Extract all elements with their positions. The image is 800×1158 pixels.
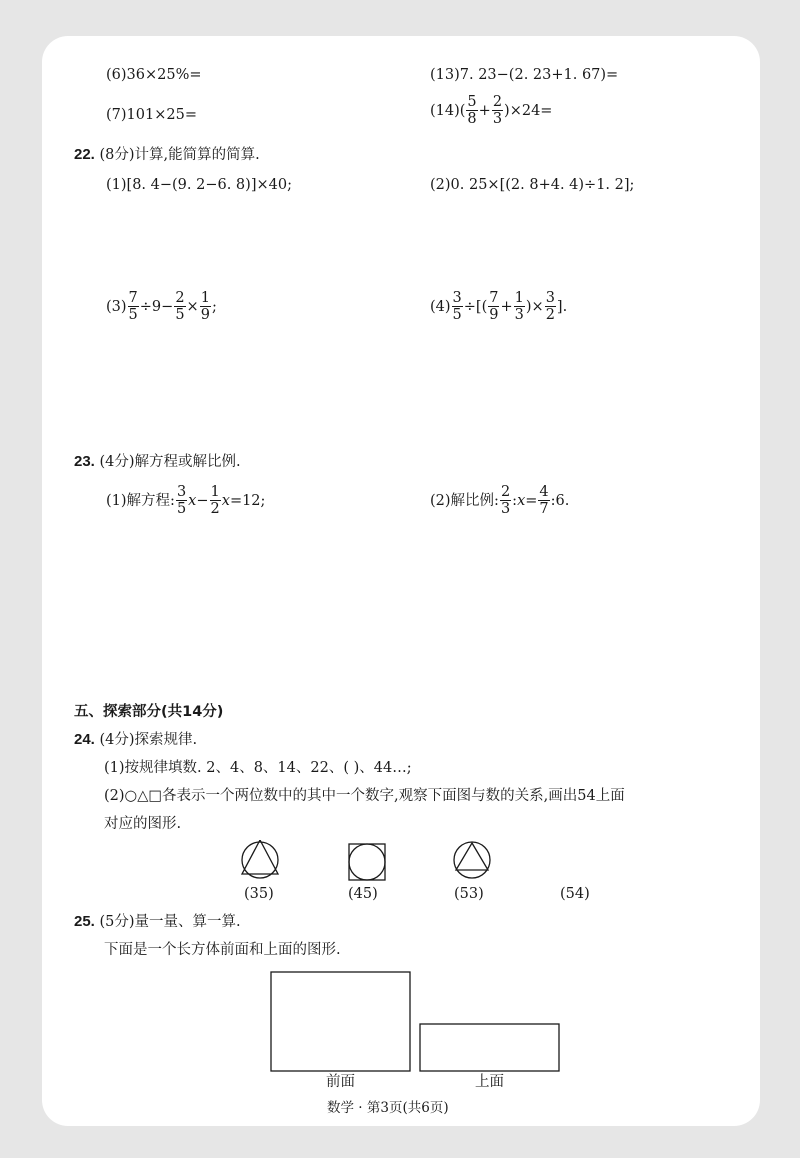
fraction: $\frac{2}{3}$ [500, 484, 511, 517]
page-footer: 数学 · 第3页(共6页) [327, 1100, 449, 1116]
fraction: $\frac{1}{2}$ [210, 484, 220, 517]
question-text: (4分)解方程或解比例. [99, 454, 241, 470]
figure-label-35: (35) [244, 886, 274, 902]
q24-item-1: (1)按规律填数. 2、4、8、14、22、( )、44…; [104, 760, 412, 776]
q22-heading [74, 146, 260, 164]
q22-item-3: (3) $\frac{7}{5}$ ÷9− $\frac{2}{5}$ × $\frac{1}{9}$ ; [106, 290, 217, 323]
q22-item-2: (2)0. 25×[(2. 8+4. 4)÷1. 2]; [430, 177, 635, 193]
q24-item-2-line1: (2)○△□各表示一个两位数中的其中一个数字,观察下面图与数的关系,画出54上面 [104, 788, 625, 804]
q22-item-4: (4) $\frac{3}{5}$ ÷[( $\frac{7}{9}$ + $\frac{1}{3}$ )× $\frac{3}{2}$ ]. [430, 290, 568, 323]
triangle-in-circle-figure [240, 840, 280, 880]
q23-item-1: (1)解方程: $\frac{3}{5}$ x − $\frac{1}{2}$ x =12; [106, 484, 266, 517]
front-face-label: 前面 [326, 1074, 355, 1090]
figure-label-45: (45) [348, 886, 378, 902]
fraction: $\frac{3}{5}$ [452, 290, 462, 323]
question-text: (4分)探索规律. [99, 732, 198, 748]
question-text: (8分)计算,能简算的简算. [99, 147, 260, 163]
question-number: 24. [74, 731, 95, 748]
fraction: $\frac{7}{5}$ [128, 290, 138, 323]
fraction: $\frac{2}{3}$ [492, 94, 503, 127]
fraction: $\frac{1}{9}$ [200, 290, 210, 323]
fraction: $\frac{3}{5}$ [176, 484, 187, 517]
top-face-label: 上面 [475, 1074, 504, 1090]
section-title: 五、探索部分(共14分) [74, 704, 224, 720]
question-text: (5分)量一量、算一算. [99, 914, 241, 930]
circle-in-square-figure [347, 842, 387, 882]
front-face-rectangle [270, 971, 412, 1073]
fraction: $\frac{4}{7}$ [539, 484, 549, 517]
q24-heading [74, 731, 197, 749]
fraction: $\frac{2}{5}$ [175, 290, 185, 323]
q23-item-2: (2)解比例: $\frac{2}{3}$ : x = $\frac{4}{7}$ :6. [430, 484, 570, 517]
top-face-rectangle [419, 1023, 561, 1073]
fraction: $\frac{7}{9}$ [489, 290, 499, 323]
q22-item-1: (1)[8. 4−(9. 2−6. 8)]×40; [106, 177, 292, 193]
fraction: $\frac{5}{8}$ [467, 94, 477, 127]
q25-description: 下面是一个长方体前面和上面的图形. [104, 942, 341, 958]
fraction: $\frac{1}{3}$ [514, 290, 524, 323]
q21-item-7: (7)101×25= [106, 107, 197, 123]
q21-item-6: (6)36×25%= [106, 67, 202, 83]
q23-heading [74, 453, 241, 471]
q25-heading [74, 913, 241, 931]
figure-label-54: (54) [560, 886, 590, 902]
q21-item-13: (13)7. 23−(2. 23+1. 67)= [430, 67, 619, 83]
question-number: 22. [74, 146, 95, 163]
q24-item-2-line2: 对应的图形. [104, 816, 182, 832]
figure-label-53: (53) [454, 886, 484, 902]
question-number: 23. [74, 453, 95, 470]
question-number: 25. [74, 913, 95, 930]
q21-item-14: (14)( $\frac{5}{8}$ + $\frac{2}{3}$ )×24= [430, 94, 553, 127]
exam-page [42, 36, 760, 1126]
triangle-in-circle-figure-2 [452, 840, 492, 880]
fraction: $\frac{3}{2}$ [545, 290, 555, 323]
